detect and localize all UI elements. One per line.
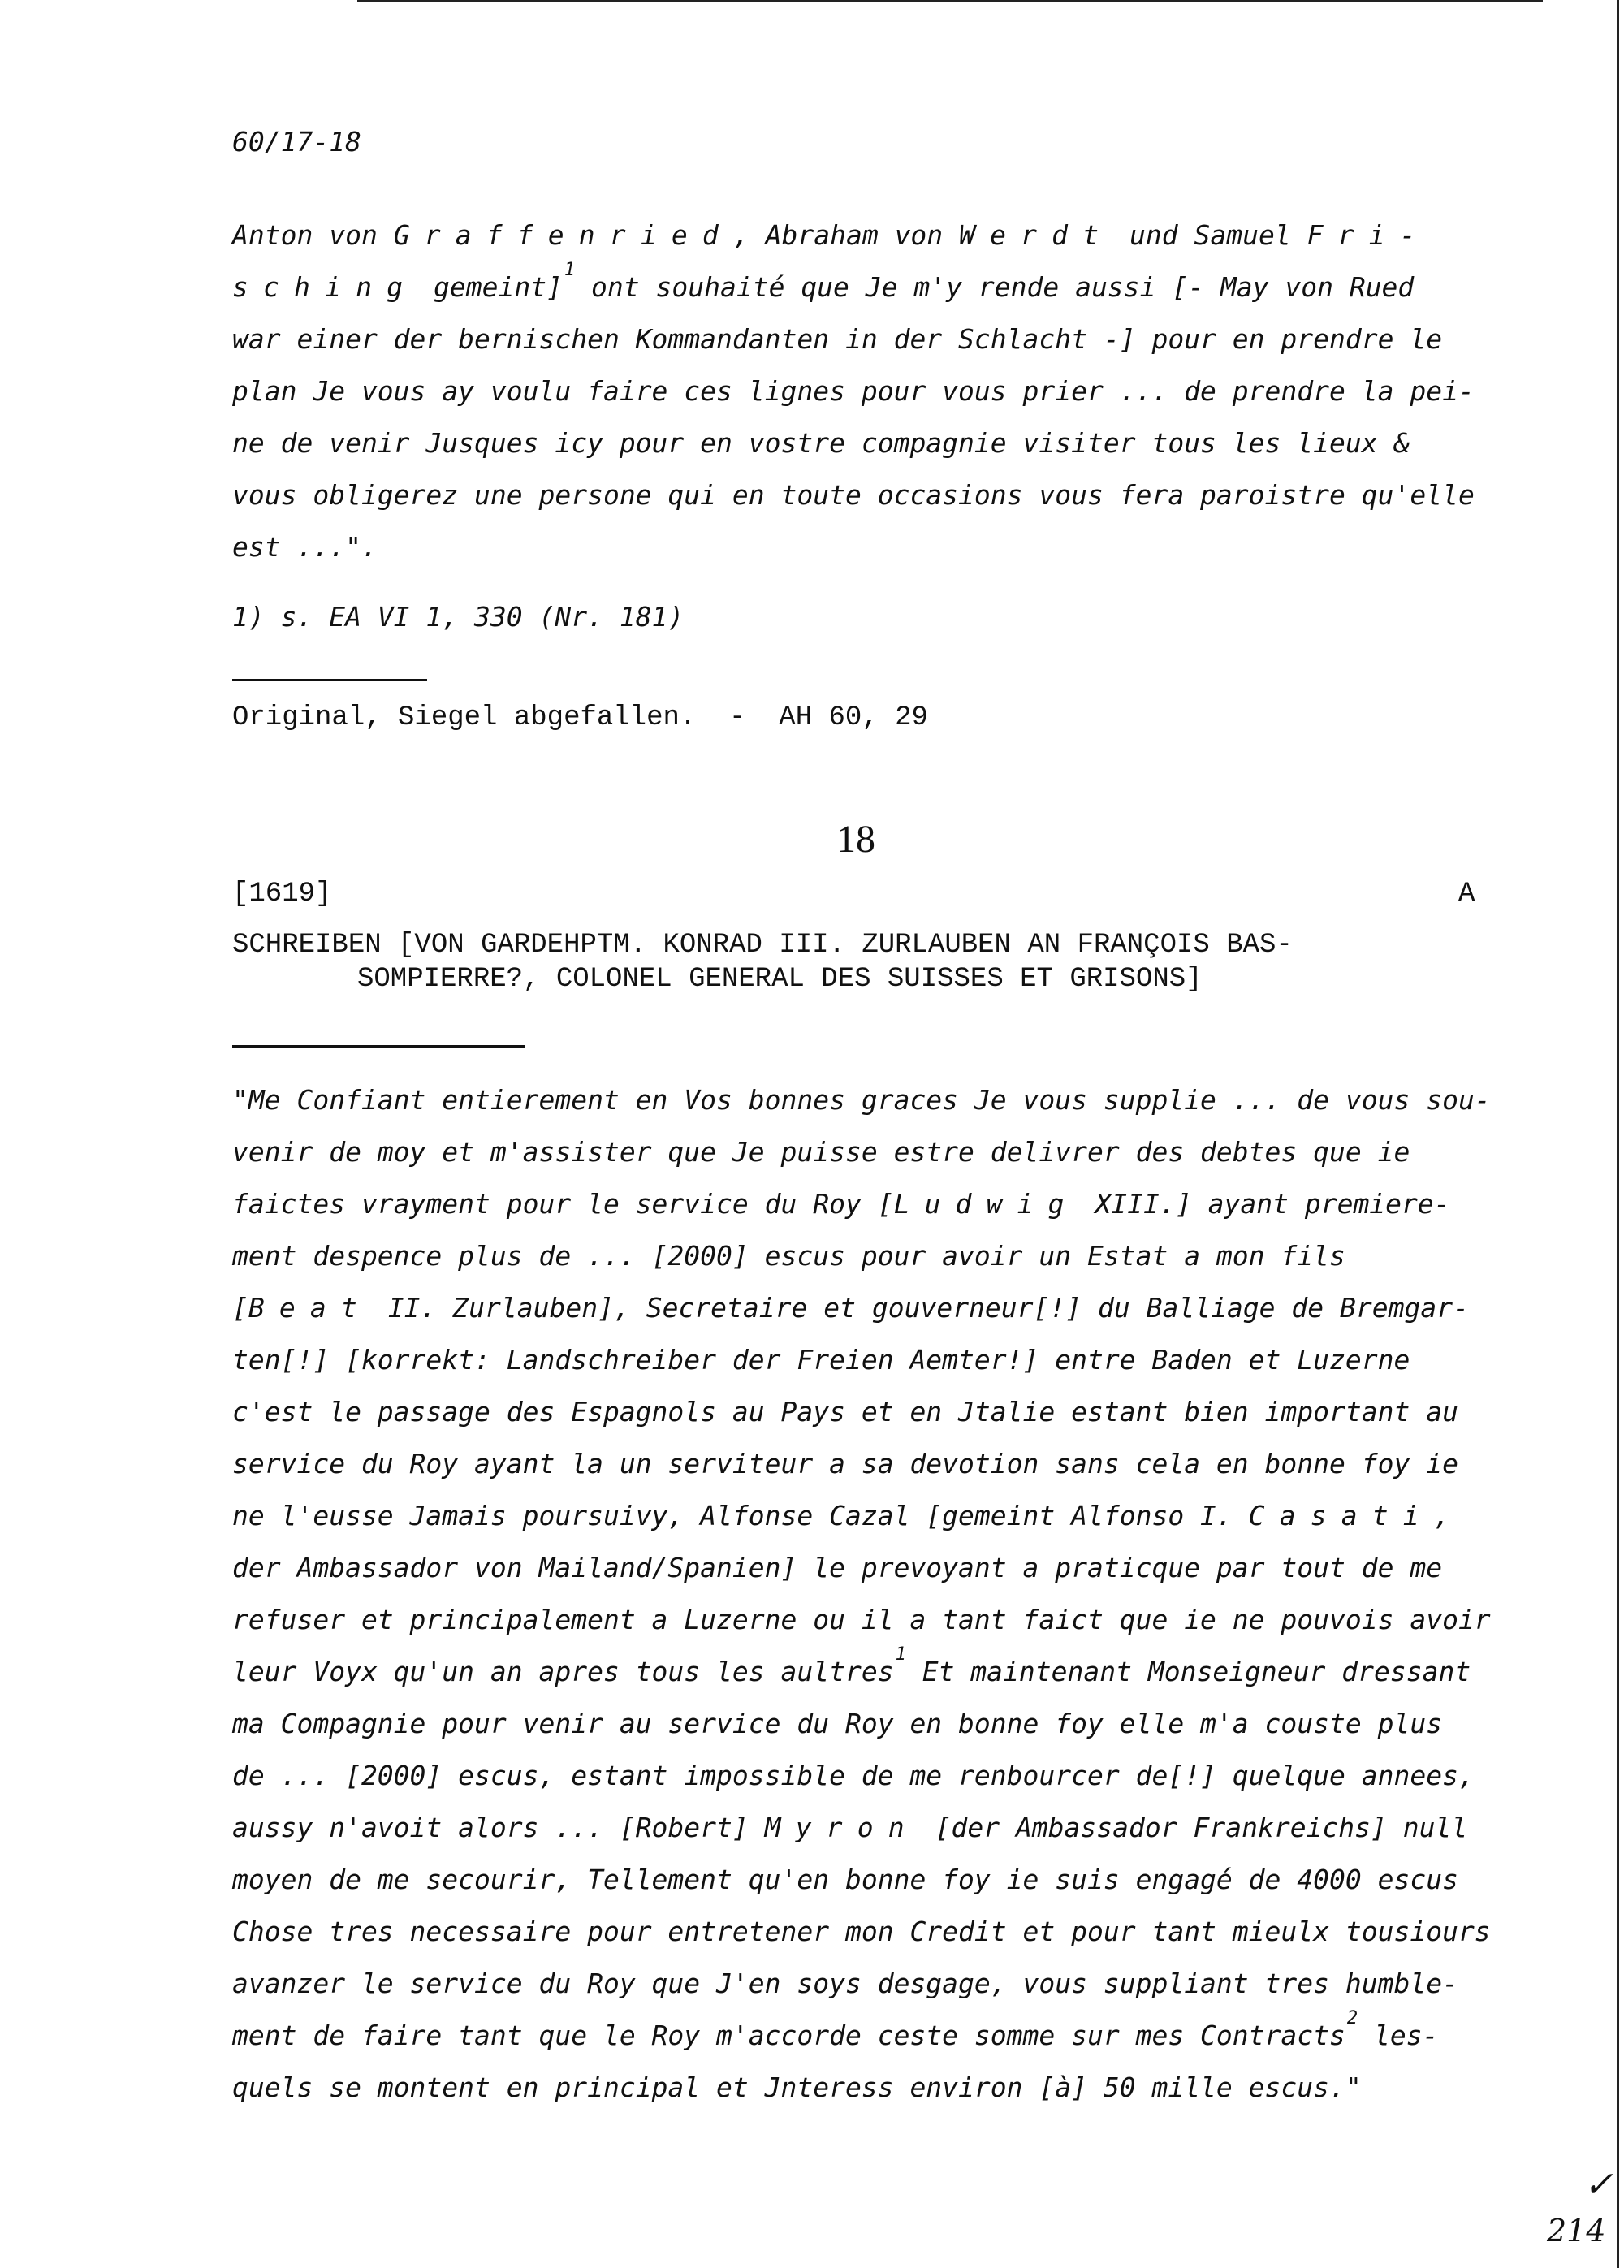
document-date: [1619] — [232, 879, 332, 909]
separator-rule — [232, 679, 427, 681]
prev-line-2: sching gemeint]$^1$ ont souhaité que Je m'y rende aussi [- May von Rued — [232, 260, 1415, 303]
letter-line-17: Chose tres necessaire pour entretener mon Credit et pour tant mieulx tousiours — [232, 1916, 1491, 1947]
letter-line-5: [Beat II. Zurlauben], Secretaire et gouverneur[!] du Balliage de Bremgar- — [232, 1292, 1469, 1324]
footnote: 1) s. EA VI 1, 330 (Nr. 181) — [232, 601, 685, 633]
letter-line-13: ma Compagnie pour venir au service du Roy en bonne foy elle m'a couste plus — [232, 1708, 1443, 1739]
letter-line-20: quels se montent en principal et Jnteress environ [à] 50 mille escus." — [232, 2071, 1362, 2103]
letter-line-1: "Me Confiant entierement en Vos bonnes graces Je vous supplie ... de vous sou- — [232, 1084, 1491, 1116]
document-number: 18 — [836, 818, 875, 861]
letter-line-9: ne l'eusse Jamais poursuivy, Alfonse Cazal [gemeint Alfonso I. Casati, — [232, 1500, 1450, 1531]
prev-line-1: Anton von Graffenried, Abraham von Werdt und Samuel Fri- — [232, 219, 1431, 251]
letter-line-2: venir de moy et m'assister que Je puisse estre delivrer des debtes que ie — [232, 1136, 1410, 1168]
footnote-ref-2: 2 — [1346, 2008, 1358, 2028]
prev-line-5: ne de venir Jusques icy pour en vostre compagnie visiter tous les lieux & — [232, 427, 1410, 459]
letter-line-15: aussy n'avoit alors ... [Robert] Myron [der Ambassador Frankreichs] null — [232, 1812, 1468, 1843]
footnote-ref-1b: 1 — [895, 1644, 906, 1665]
letter-line-11: refuser et principalement a Luzerne ou il a tant faict que ie ne pouvois avoir — [232, 1604, 1491, 1635]
footnote-ref-1: 1 — [564, 260, 576, 280]
top-border-line — [357, 0, 1543, 2]
prev-line-7: est ...". — [232, 531, 378, 563]
letter-line-8: service du Roy ayant la un serviteur a sa devotion sans cela en bonne foy ie — [232, 1448, 1458, 1480]
letter-line-18: avanzer le service du Roy que J'en soys desgage, vous suppliant tres humble- — [232, 1968, 1458, 1999]
prev-line-3: war einer der bernischen Kommandanten in der Schlacht -] pour en prendre le — [232, 323, 1443, 355]
title-separator-rule — [232, 1045, 525, 1048]
handwritten-check-icon: ✓ — [1583, 2164, 1613, 2205]
page-reference: 60/17-18 — [232, 126, 361, 158]
letter-line-16: moyen de me secourir, Tellement qu'en bonne foy ie suis engagé de 4000 escus — [232, 1864, 1458, 1895]
letter-line-4: ment despence plus de ... [2000] escus pour avoir un Estat a mon fils — [232, 1240, 1345, 1272]
letter-line-10: der Ambassador von Mailand/Spanien] le prevoyant a praticque par tout de me — [232, 1552, 1443, 1583]
right-border-line — [1617, 0, 1619, 2268]
letter-line-3: faictes vrayment pour le service du Roy [Ludwig XIII.] ayant premiere- — [232, 1188, 1450, 1220]
letter-line-6: ten[!] [korrekt: Landschreiber der Freien Aemter!] entre Baden et Luzerne — [232, 1344, 1410, 1376]
prev-line-4: plan Je vous ay voulu faire ces lignes pour vous prier ... de prendre la pei- — [232, 375, 1475, 407]
letter-line-7: c'est le passage des Espagnols au Pays et en Jtalie estant bien important au — [232, 1396, 1458, 1428]
letter-line-19: ment de faire tant que le Roy m'accorde ceste somme sur mes Contracts$^2$ les- — [232, 2008, 1439, 2051]
document-type: A — [1458, 879, 1475, 909]
handwritten-folio-number: 214 — [1547, 2213, 1606, 2249]
letter-line-12: leur Voyx qu'un an apres tous les aultres$^1$ Et maintenant Monseigneur dressant — [232, 1644, 1471, 1687]
letter-line-14: de ... [2000] escus, estant impossible de me renbourcer de[!] quelque annees, — [232, 1760, 1475, 1791]
document-title-line-2: SOMPIERRE?, COLONEL GENERAL DES SUISSES ET GRISONS] — [357, 964, 1203, 995]
prev-line-6: vous obligerez une persone qui en toute occasions vous fera paroistre qu'elle — [232, 479, 1475, 511]
source-note: Original, Siegel abgefallen. - AH 60, 29 — [232, 702, 928, 733]
document-title-line-1: SCHREIBEN [VON GARDEHPTM. KONRAD III. ZURLAUBEN AN FRANÇOIS BAS- — [232, 930, 1293, 961]
